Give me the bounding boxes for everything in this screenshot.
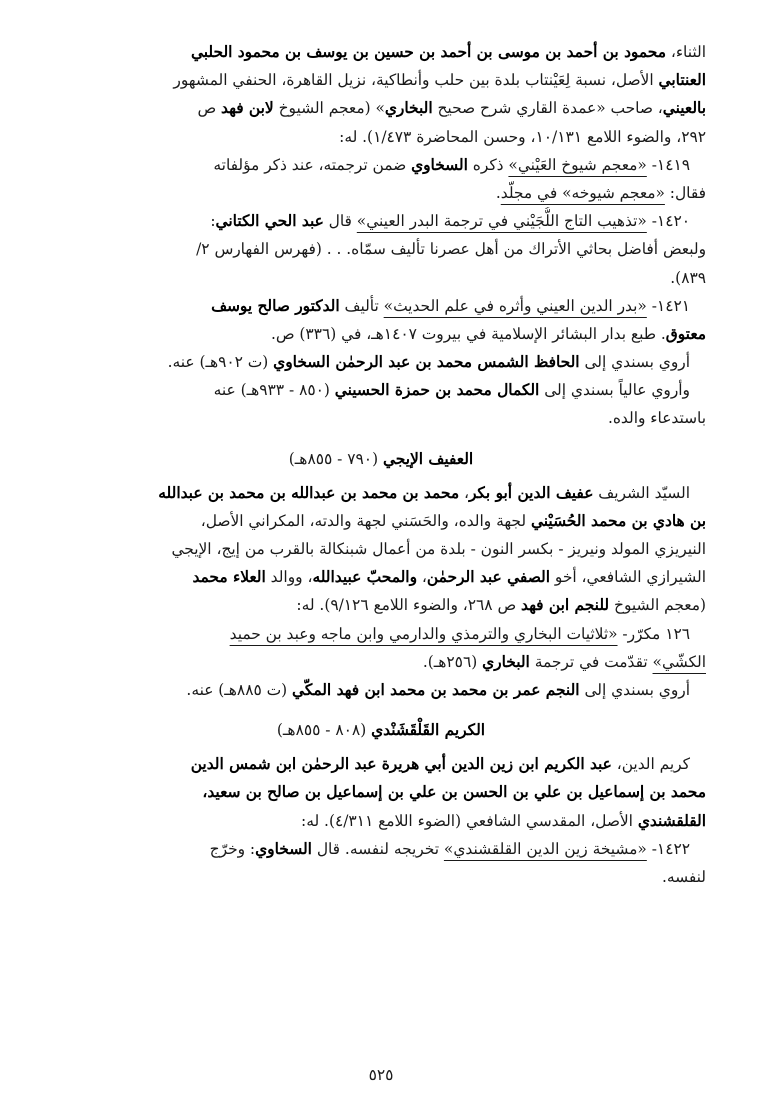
person-name: العلاء محمد [192, 568, 266, 587]
entry-number: ١٢٦ مكرّر- [617, 624, 690, 643]
text-run: وأروي عالياً بسندي إلى [539, 381, 690, 400]
text-run: (٢٥٦هـ). [422, 652, 483, 671]
text-run: ٢٩٢، والضوء اللامع ١٠/١٣١، وحسن المحاضرة ١/٤٧٣). له: [339, 127, 706, 146]
text-line [56, 863, 706, 891]
text-line [56, 179, 706, 207]
text-line [56, 750, 706, 778]
person-name: معتوق [665, 324, 706, 343]
entry-126-repeated [56, 620, 706, 676]
person-name: السخاوي [255, 839, 312, 858]
text-line [56, 94, 706, 122]
text-run: ٨٣٩). [670, 268, 706, 287]
person-name: السخاوي [411, 155, 468, 174]
text-run: ضمن ترجمته، عند ذكر مؤلفاته [213, 155, 412, 174]
text-line [56, 620, 706, 648]
section-heading [56, 441, 706, 477]
text-line [56, 778, 706, 806]
narration-chain [56, 348, 706, 433]
entry-number: ١٤٢٠- [646, 212, 690, 231]
intro-paragraph [56, 38, 706, 151]
person-name: لابن فهد [221, 99, 274, 118]
text-run: الأصل، نسبة لِعَيْنتاب بلدة بين حلب وأنطاكية، نزيل القاهرة، الحنفي المشهور [173, 71, 659, 90]
text-run: قال [323, 212, 357, 231]
person-name: بالعيني [662, 99, 706, 118]
text-line [56, 320, 706, 348]
entry-1420 [56, 207, 706, 292]
text-run: » (معجم الشيوخ [273, 99, 385, 118]
person-name: النجم عمر بن محمد بن محمد ابن فهد المكّي [292, 680, 580, 699]
text-line [56, 292, 706, 320]
person-name: للنجم ابن فهد [520, 596, 610, 615]
entry-number: ١٤١٩- [646, 155, 690, 174]
person-name: البخاري [384, 99, 433, 118]
text-line [56, 66, 706, 94]
text-line [56, 807, 706, 835]
text-line [56, 479, 706, 507]
text-run: الثناء، [665, 43, 706, 61]
text-line [56, 376, 706, 404]
text-run: ص [197, 99, 222, 118]
person-name: عفيف الدين أبو بكر [468, 483, 594, 502]
text-run: الأصل، المقدسي الشافعي (الضوء اللامع ٤/٣١١). له: [301, 811, 638, 830]
text-run: : [210, 212, 216, 231]
text-run: أروي بسندي إلى [579, 680, 690, 699]
person-name: عبد الحي الكتاني [215, 212, 324, 231]
person-name: العنتابي [658, 71, 706, 90]
text-run: باستدعاء والده. [607, 409, 706, 428]
person-name: عبد الكريم ابن زين الدين أبي هريرة عبد الرحمٰن ابن شمس الدين [190, 755, 612, 774]
person-name: محمد بن محمد بن عبدالله بن محمد بن عبدالله [158, 483, 460, 502]
text-run: : وخرّج [209, 839, 256, 858]
text-run: تقدّمت في ترجمة [529, 652, 653, 671]
text-line [56, 563, 706, 591]
text-run: . [495, 183, 501, 202]
text-run: السيّد الشريف [593, 483, 690, 502]
text-run: تخريجه لنفسه. قال [311, 839, 444, 858]
heading-title: الكريم القَلْقَشَنْدي [371, 721, 486, 740]
biography-qalqashandi [56, 750, 706, 835]
text-run: ، صاحب «عمدة القاري شرح صحيح [432, 99, 663, 118]
text-run: ص ٢٦٨، والضوء اللامع ٩/١٢٦). له: [296, 596, 521, 615]
page-number: ٥٢٥ [368, 1066, 394, 1084]
text-line [56, 404, 706, 432]
text-line [56, 348, 706, 376]
text-run: أروي بسندي إلى [579, 353, 690, 372]
text-line [56, 235, 706, 263]
entry-number: ١٤٢٢- [646, 839, 690, 858]
text-line [56, 676, 706, 704]
book-title: الكشّي» [652, 652, 706, 671]
text-line [56, 264, 706, 292]
person-name: محمد بن إسماعيل بن علي بن الحسن بن علي بن إسماعيل بن صالح بن سعيد، [202, 783, 706, 802]
biography-iji [56, 479, 706, 620]
person-name: البخاري [482, 652, 530, 671]
quoted-text: «معجم شيوخه» في مجلّد [500, 183, 665, 202]
text-line [56, 648, 706, 676]
entry-1421 [56, 292, 706, 348]
text-run: ذكره [467, 155, 509, 174]
text-run: الشيرازي الشافعي، أخو [550, 568, 706, 587]
text-line [56, 38, 706, 66]
text-run: (معجم الشيوخ [609, 596, 706, 615]
heading-years: (٨٠٨ - ٨٥٥هـ) [276, 721, 372, 740]
text-run: لنفسه. [662, 867, 706, 886]
person-name: الكمال محمد بن حمزة الحسيني [334, 381, 540, 400]
text-run: (ت ٨٨٥هـ) عنه. [186, 680, 293, 699]
text-line [56, 507, 706, 535]
text-run: كريم الدين، [611, 755, 690, 774]
narration-chain [56, 676, 706, 704]
person-name: القلقشندي [637, 811, 706, 830]
text-line [56, 207, 706, 235]
book-title: «بدر الدين العيني وأثره في علم الحديث» [383, 296, 647, 315]
book-title: «تذهيب التاج اللُّجَيْني في ترجمة البدر العيني» [356, 212, 647, 231]
text-run: لجهة والده، والحَسَني لجهة والدته، المكراني الأصل، [200, 511, 531, 530]
text-run: تأليف [339, 296, 384, 315]
person-name: الدكتور صالح يوسف [211, 296, 340, 315]
book-title: «ثلاثيات البخاري والترمذي والدارمي وابن ماجه وعبد بن حميد [229, 624, 618, 643]
entry-number: ١٤٢١- [646, 296, 690, 315]
person-name: بن هادي بن محمد الحُسَيْني [530, 511, 706, 530]
text-run: (٨٥٠ - ٩٣٣هـ) عنه [213, 381, 335, 400]
text-line [56, 535, 706, 563]
text-run: فقال: [664, 183, 706, 202]
text-run: ولبعض أفاضل بحاثي الأتراك من أهل عصرنا تأليف سمّاه. . . (فهرس الفهارس ٢/ [196, 240, 706, 259]
section-heading [56, 712, 706, 748]
text-line [56, 835, 706, 863]
entry-1419 [56, 151, 706, 207]
text-run: ، ووالد [265, 568, 313, 587]
heading-years: (٧٩٠ - ٨٥٥هـ) [288, 449, 383, 468]
person-name: والمحبّ عبيدالله [312, 568, 418, 587]
text-line [56, 123, 706, 151]
text-line [56, 591, 706, 619]
text-run: ، [459, 483, 469, 502]
text-run: ، [417, 568, 427, 587]
person-name: محمود بن أحمد بن موسى بن أحمد بن حسين بن يوسف بن محمود الحلبي [190, 43, 666, 61]
entry-1422 [56, 835, 706, 891]
text-line [56, 151, 706, 179]
text-run: النيريزي المولد ونيريز - بكسر النون - بلدة من أعمال شبنكالة بالقرب من إيج، الإيجي [171, 540, 706, 558]
book-title: «مشيخة زين الدين القلقشندي» [443, 839, 647, 858]
text-run: . طبع بدار البشائر الإسلامية في بيروت ١٤٠٧هـ، في (٣٣٦) ص. [271, 324, 666, 343]
book-title: «معجم شيوخ العَيْني» [508, 155, 647, 174]
person-name: الحافظ الشمس محمد بن عبد الرحمٰن السخاوي [273, 353, 580, 372]
person-name: الصفي عبد الرحمٰن [426, 568, 551, 587]
heading-title: العفيف الإيجي [382, 449, 474, 468]
text-run: (ت ٩٠٢هـ) عنه. [167, 353, 274, 372]
